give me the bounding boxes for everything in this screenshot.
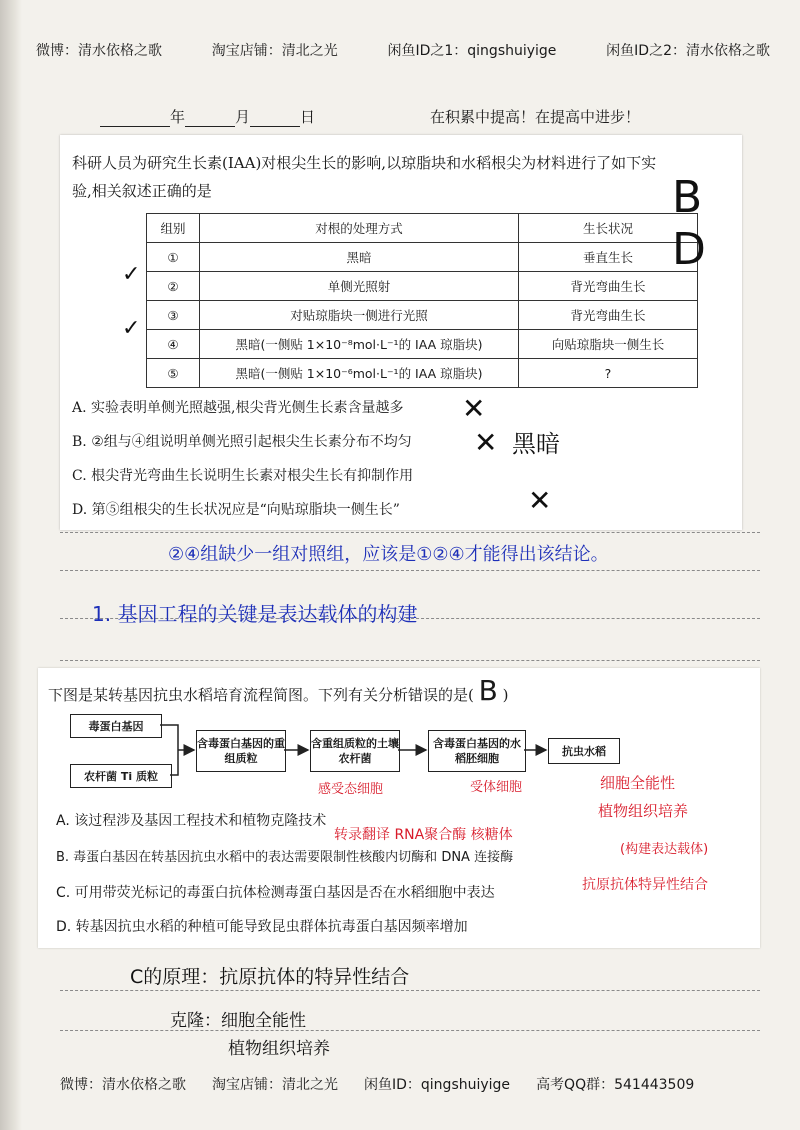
footer-taobao: 淘宝店铺：清北之光: [212, 1077, 338, 1093]
q1-option-a: A. 实验表明单侧光照越强,根尖背光侧生长素含量越多: [72, 400, 404, 416]
red-note-totipotency: 细胞全能性: [600, 774, 676, 792]
cross-mark-icon: ✕: [462, 392, 486, 425]
red-note-transcription: 转录翻译 RNA聚合酶 核糖体: [334, 827, 513, 843]
question-1-clipping: [60, 135, 742, 530]
header-taobao: 淘宝店铺：清北之光: [211, 43, 338, 59]
handwritten-note-q1: ②④组缺少一组对照组，应该是①②④才能得出该结论。: [168, 544, 609, 565]
handwritten-answer-q2: B: [478, 674, 498, 707]
handwritten-note-principle: C的原理：抗原抗体的特异性结合: [130, 966, 410, 988]
handwritten-answer: B D: [672, 172, 708, 275]
q1-option-d: D. 第⑤组根尖的生长状况应是“向贴琼脂块一侧生长”: [72, 502, 400, 518]
handwritten-note-culture: 植物组织培养: [228, 1039, 330, 1059]
footer-xianyu: 闲鱼ID：qingshuiyige: [364, 1077, 511, 1093]
date-year: 年: [170, 108, 186, 126]
page-header: [36, 40, 770, 60]
q1-option-c: C. 根尖背光弯曲生长说明生长素对根尖生长有抑制作用: [72, 468, 414, 484]
table-header-row: 组别 对根的处理方式 生长状况: [147, 214, 698, 243]
table-row: ⑤ 黑暗(一侧贴 1×10⁻⁶mol·L⁻¹的 IAA 琼脂块) ?: [147, 359, 698, 388]
cross-mark-icon: ✕: [528, 484, 552, 517]
cross-mark-icon: ✕: [474, 426, 498, 459]
header-weibo: 微博：清水依格之歌: [36, 43, 162, 59]
flow-gene-box: 毒蛋白基因: [70, 714, 162, 738]
check-mark-icon: ✓: [122, 262, 141, 287]
ruled-line: [60, 1030, 760, 1031]
date-day: 日: [300, 108, 316, 126]
experiment-table: [146, 213, 698, 388]
red-note-recipient-cell: 受体细胞: [470, 780, 523, 795]
question-1-stem: 科研人员为研究生长素(IAA)对根尖生长的影响,以琼脂块和水稻根尖为材料进行了如下实 验,相关叙述正确的是: [72, 154, 657, 200]
q2-option-b: B. 毒蛋白基因在转基因抗虫水稻中的表达需要限制性核酸内切酶和 DNA 连接酶: [56, 850, 514, 865]
table-row: ④ 黑暗(一侧贴 1×10⁻⁸mol·L⁻¹的 IAA 琼脂块) 向贴琼脂块一侧生长: [147, 330, 698, 359]
handwritten-darkness: 黑暗: [512, 430, 560, 458]
handwritten-note-gene: 1. 基因工程的关键是表达载体的构建: [92, 602, 418, 626]
flow-plasmid-box: 农杆菌 Ti 质粒: [70, 764, 172, 788]
binder-edge: [0, 0, 22, 1130]
table-row: ③ 对贴琼脂块一侧进行光照 背光弯曲生长: [147, 301, 698, 330]
ruled-line: [60, 990, 760, 991]
flow-step1-box: 含毒蛋白基因的重组质粒: [196, 730, 286, 772]
page-footer: [60, 1074, 750, 1094]
question-2-stem: 下图是某转基因抗虫水稻培育流程简图。下列有关分析错误的是( B ): [48, 674, 509, 707]
red-note-antigen-antibody: 抗原抗体特异性结合: [582, 877, 708, 893]
check-mark-icon: ✓: [122, 316, 141, 341]
table-row: ② 单侧光照射 背光弯曲生长: [147, 272, 698, 301]
footer-qq: 高考QQ群：541443509: [536, 1077, 695, 1093]
ruled-line: [60, 660, 760, 661]
flow-step4-box: 抗虫水稻: [548, 738, 620, 764]
q2-option-d: D. 转基因抗虫水稻的种植可能导致昆虫群体抗毒蛋白基因频率增加: [56, 919, 468, 935]
ruled-line: [60, 570, 760, 571]
red-note-vector: (构建表达载体): [620, 842, 709, 857]
q1-option-b: B. ②组与④组说明单侧光照引起根尖生长素分布不均匀: [72, 434, 412, 450]
flow-step2-box: 含重组质粒的土壤农杆菌: [310, 730, 400, 772]
handwritten-note-cloning: 克隆：细胞全能性: [170, 1011, 306, 1031]
motto: 在积累中提高！在提高中进步！: [430, 108, 641, 126]
header-xianyu1: 闲鱼ID之1：qingshuiyige: [387, 43, 557, 59]
red-note-competent-cell: 感受态细胞: [318, 782, 384, 797]
q2-option-a: A. 该过程涉及基因工程技术和植物克隆技术: [56, 813, 327, 829]
header-xianyu2: 闲鱼ID之2：清水依格之歌: [606, 43, 770, 59]
ruled-line: [60, 532, 760, 533]
footer-weibo: 微博：清水依格之歌: [60, 1077, 186, 1093]
q2-option-c: C. 可用带荧光标记的毒蛋白抗体检测毒蛋白基因是否在水稻细胞中表达: [56, 885, 495, 901]
red-note-tissue-culture: 植物组织培养: [598, 802, 689, 820]
table-row: ① 黑暗 垂直生长: [147, 243, 698, 272]
flow-step3-box: 含毒蛋白基因的水稻胚细胞: [428, 730, 526, 772]
date-line: [100, 106, 315, 127]
date-month: 月: [235, 108, 251, 126]
